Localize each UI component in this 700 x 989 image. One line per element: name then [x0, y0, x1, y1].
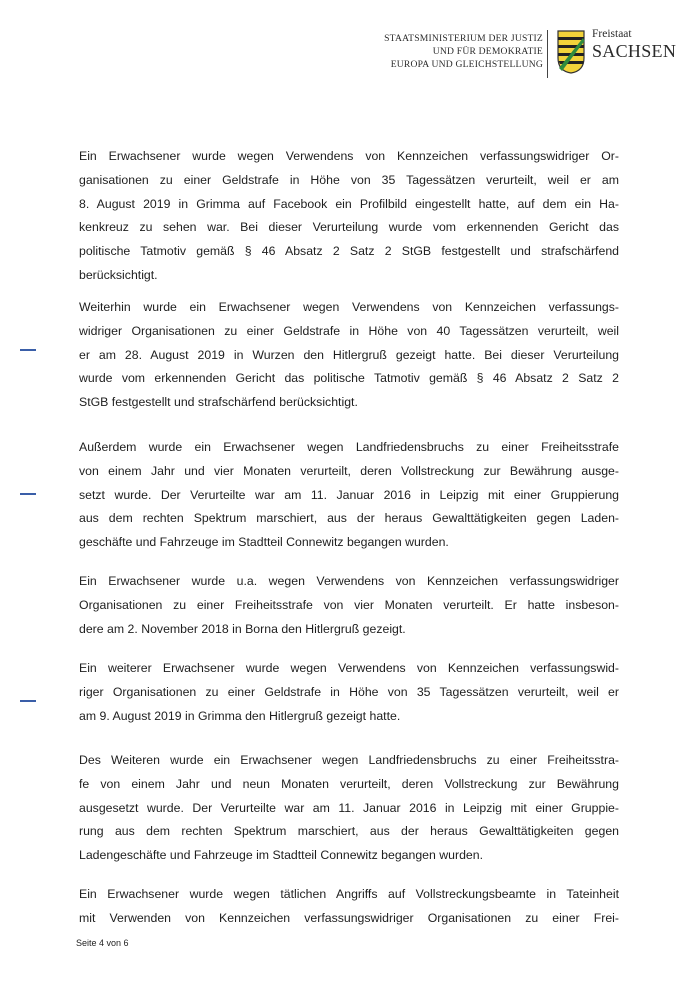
text-line: dere am 2. November 2018 in Borna den Hitlergruß gezeigt. [79, 621, 406, 636]
paragraph [79, 749, 619, 868]
text-line: 8. August 2019 in Grimma auf Facebook ein Profilbild eingestellt hatte, auf dem ein Ha- [79, 196, 619, 211]
text-line: politische Tatmotiv gemäß § 46 Absatz 2 Satz 2 StGB festgestellt und strafschärfend [79, 244, 619, 259]
text-line: fe von einem Jahr und neun Monaten verurteilt, deren Vollstreckung zur Bewährung [79, 776, 619, 791]
text-line: berücksichtigt. [79, 267, 158, 282]
text-line: Organisationen zu einer Freiheitsstrafe von vier Monaten verurteilt. Er hatte insbeson- [79, 597, 619, 612]
text-line: wurde vom erkennenden Gericht das politische Tatmotiv gemäß § 46 Absatz 2 Satz 2 [79, 371, 619, 386]
text-line: StGB festgestellt und strafschärfend berücksichtigt. [79, 395, 358, 410]
paragraph [79, 570, 619, 641]
page-number: Seite 4 von 6 [76, 938, 129, 948]
text-line: am 9. August 2019 in Grimma den Hitlergruß gezeigt hatte. [79, 708, 401, 723]
paragraph [79, 296, 619, 415]
text-line: Ein weiterer Erwachsener wurde wegen Verwendens von Kennzeichen verfassungswid- [79, 661, 619, 675]
brand-wordmark [592, 28, 676, 61]
text-line: Ein Erwachsener wurde wegen Verwendens von Kennzeichen verfassungswidriger Or- [79, 149, 619, 163]
ministry-line: UND FÜR DEMOKRATIE [432, 46, 543, 57]
margin-mark [20, 700, 36, 702]
margin-mark [20, 349, 36, 351]
ministry-line: STAATSMINISTERIUM DER JUSTIZ [384, 33, 543, 44]
paragraph [79, 436, 619, 555]
brand-big-text: SACHSEN [592, 41, 677, 61]
text-line: Ein Erwachsener wurde u.a. wegen Verwendens von Kennzeichen verfassungswidriger [79, 574, 619, 588]
text-line: mit Verwenden von Kennzeichen verfassungswidriger Organisationen zu einer Frei- [79, 910, 619, 925]
paragraph [79, 883, 619, 931]
brand-small-text: Freistaat [592, 28, 632, 40]
text-line: setzt wurde. Der Verurteilte war am 11. Januar 2016 in Leipzig mit einer Gruppierung [79, 487, 619, 502]
text-line: Außerdem wurde ein Erwachsener wegen Landfriedensbruchs zu einer Freiheitsstrafe [79, 440, 619, 454]
letterhead-divider [547, 30, 548, 78]
text-line: kenkreuz zu sehen war. Bei dieser Verurteilung wurde vom erkennenden Gericht das [79, 220, 619, 235]
text-line: er am 28. August 2019 in Wurzen den Hitlergruß gezeigt hatte. Bei dieser Verurteilung [79, 347, 619, 362]
ministry-name [384, 32, 543, 71]
text-line: Ladengeschäfte und Fahrzeuge im Stadtteil Connewitz begangen wurden. [79, 848, 484, 863]
letterhead [0, 22, 700, 82]
text-line: ausgesetzt wurde. Der Verurteilte war am 11. Januar 2016 in Leipzig mit einer Gruppie- [79, 800, 619, 815]
text-line: aus dem rechten Spektrum marschiert, aus der heraus Gewalttätigkeiten gegen Laden- [79, 511, 619, 526]
text-line: geschäfte und Fahrzeuge im Stadtteil Connewitz begangen wurden. [79, 535, 449, 550]
text-line: rung aus dem rechten Spektrum marschiert, aus der heraus Gewalttätigkeiten gegen [79, 824, 619, 839]
paragraph [79, 657, 619, 728]
saxony-coat-of-arms-icon [557, 30, 585, 74]
text-line: ganisationen zu einer Geldstrafe in Höhe von 35 Tagessätzen verurteilt, weil er am [79, 172, 619, 187]
margin-mark [20, 493, 36, 495]
paragraph [79, 145, 619, 288]
text-line: riger Organisationen zu einer Geldstrafe in Höhe von 35 Tagessätzen verurteilt, weil er [79, 684, 619, 699]
text-line: Weiterhin wurde ein Erwachsener wegen Verwendens von Kennzeichen verfassungs- [79, 300, 619, 314]
text-line: von einem Jahr und vier Monaten verurteilt, deren Vollstreckung zur Bewährung ausge- [79, 463, 619, 478]
text-line: Ein Erwachsener wurde wegen tätlichen Angriffs auf Vollstreckungsbeamte in Tateinheit [79, 887, 619, 901]
ministry-line: EUROPA UND GLEICHSTELLUNG [390, 59, 543, 70]
text-line: widriger Organisationen zu einer Geldstrafe in Höhe von 40 Tagessätzen verurteilt, weil [79, 323, 619, 338]
text-line: Des Weiteren wurde ein Erwachsener wegen Landfriedensbruchs zu einer Freiheitsstra- [79, 753, 619, 767]
